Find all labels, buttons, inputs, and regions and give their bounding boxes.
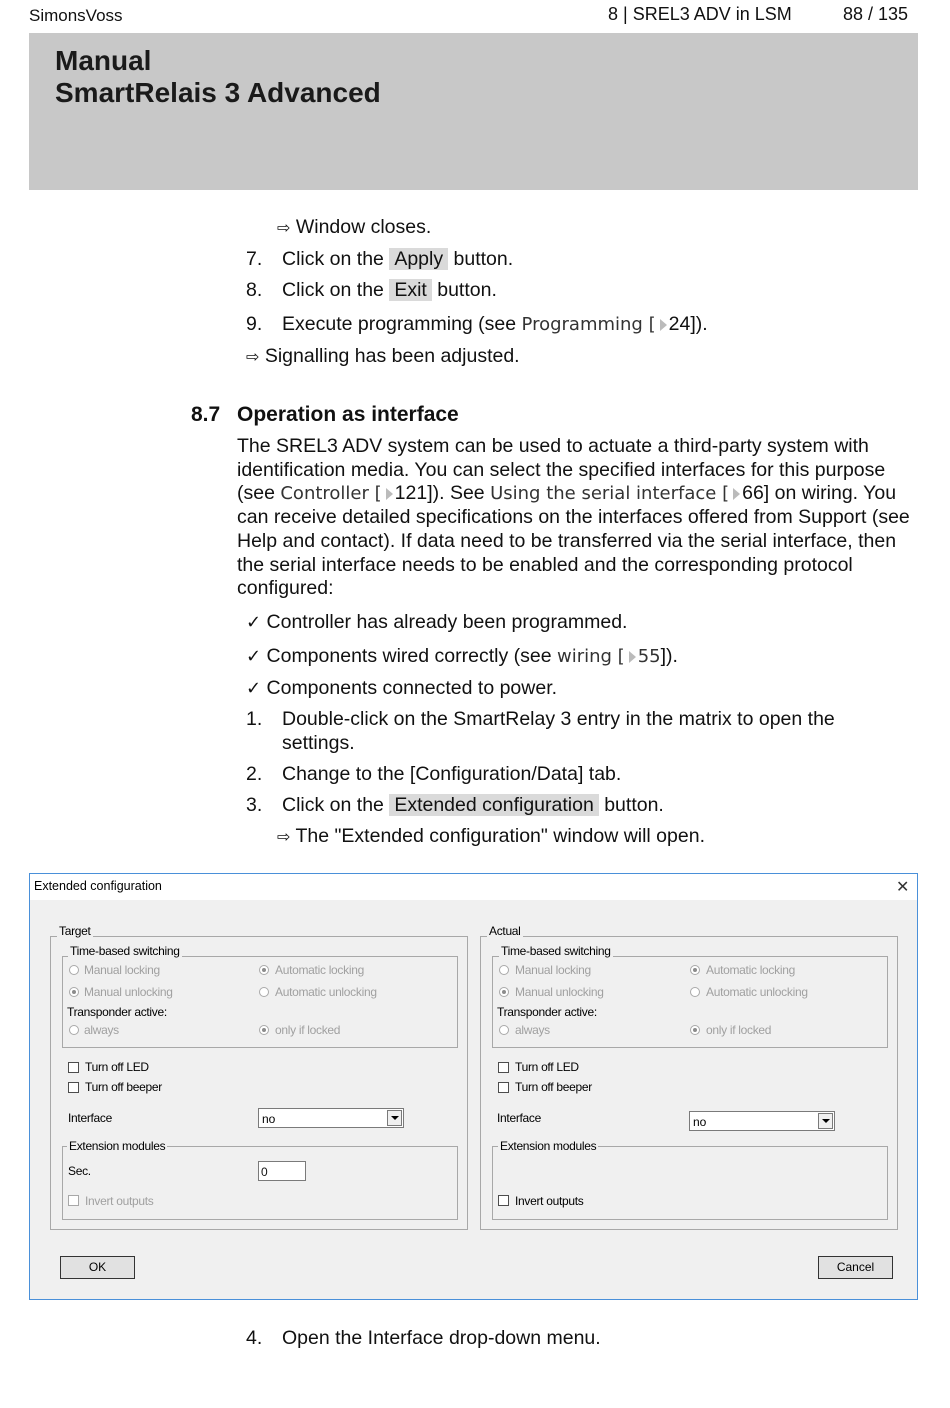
actual-interface-value: no (693, 1115, 707, 1129)
brand-name: SimonsVoss (29, 6, 123, 25)
programming-link[interactable]: Programming (521, 314, 643, 335)
result-text: Window closes. (295, 216, 432, 238)
page-triangle-icon (629, 651, 636, 663)
target-only-if-locked-label: only if locked (275, 1023, 341, 1037)
actual-manual-unlocking-radio[interactable] (499, 987, 509, 997)
actual-group-title: Actual (489, 924, 521, 938)
actual-only-if-locked-label: only if locked (706, 1023, 772, 1037)
serial-interface-link[interactable]: Using the serial interface (490, 483, 717, 505)
target-interface-select[interactable] (258, 1108, 404, 1128)
result-window-closes (277, 215, 431, 240)
step-8: Click on the Exit button. (282, 279, 497, 301)
result-text: Signalling has been adjusted. (264, 345, 520, 367)
actual-timebased-title: Time-based switching (501, 944, 611, 958)
step-number: 7. (246, 248, 263, 270)
precondition-2: ✓ Components wired correctly (see wiring [ 55]). (246, 645, 678, 667)
result-window-opens: ⇨ The "Extended configuration" window will open. (277, 825, 705, 847)
actual-automatic-locking-radio[interactable] (690, 965, 700, 975)
actual-manual-locking-radio[interactable] (499, 965, 509, 975)
actual-only-if-locked-radio[interactable] (690, 1025, 700, 1035)
chevron-down-icon[interactable] (387, 1110, 402, 1126)
step-2: Change to the [Configuration/Data] tab. (282, 763, 622, 785)
actual-always-radio[interactable] (499, 1025, 509, 1035)
result-arrow-icon: ⇨ (277, 218, 291, 237)
actual-automatic-locking-label: Automatic locking (706, 963, 795, 977)
section-number: 8.7 (191, 403, 221, 426)
target-interface-label: Interface (68, 1111, 112, 1125)
actual-turn-off-led-label: Turn off LED (515, 1060, 579, 1074)
actual-extension-group (492, 1146, 888, 1220)
page-triangle-icon (660, 319, 667, 331)
target-extension-title: Extension modules (69, 1139, 166, 1153)
step-number: 1. (246, 708, 263, 730)
actual-manual-locking-label: Manual locking (515, 963, 591, 977)
step-number: 2. (246, 763, 263, 785)
actual-invert-outputs-checkbox[interactable] (498, 1195, 509, 1206)
target-sec-input[interactable] (258, 1161, 306, 1181)
checkmark-icon: ✓ (246, 612, 262, 633)
chevron-down-icon[interactable] (818, 1113, 833, 1129)
actual-turn-off-led-checkbox[interactable] (498, 1062, 509, 1073)
target-turn-off-beeper-label: Turn off beeper (85, 1080, 162, 1094)
step-number: 3. (246, 794, 263, 816)
dialog-title: Extended configuration (34, 879, 162, 893)
target-turn-off-beeper-checkbox[interactable] (68, 1082, 79, 1093)
checkmark-icon: ✓ (246, 678, 262, 699)
checkmark-icon: ✓ (246, 646, 262, 667)
actual-always-label: always (515, 1023, 550, 1037)
target-manual-unlocking-label: Manual unlocking (84, 985, 173, 999)
precondition-1: ✓ Controller has already been programmed. (246, 611, 628, 633)
actual-interface-label: Interface (497, 1111, 541, 1125)
actual-manual-unlocking-label: Manual unlocking (515, 985, 604, 999)
precondition-3: ✓ Components connected to power. (246, 677, 558, 699)
target-turn-off-led-label: Turn off LED (85, 1060, 149, 1074)
dialog-titlebar (30, 874, 917, 900)
exit-button-reference: Exit (389, 279, 432, 301)
step-1: Double-click on the SmartRelay 3 entry in the matrix to open the settings. (282, 708, 835, 754)
actual-turn-off-beeper-checkbox[interactable] (498, 1082, 509, 1093)
page-triangle-icon (733, 488, 740, 500)
target-turn-off-led-checkbox[interactable] (68, 1062, 79, 1073)
target-manual-locking-radio[interactable] (69, 965, 79, 975)
target-automatic-unlocking-radio[interactable] (259, 987, 269, 997)
apply-button-reference: Apply (389, 248, 448, 270)
target-automatic-locking-label: Automatic locking (275, 963, 364, 977)
cancel-button[interactable]: Cancel (818, 1256, 893, 1279)
section-paragraph: The SREL3 ADV system can be used to actuate a third-party system with identification media. You can select the specified interfaces for this purpose (see Controller [ 121]). See Using the serial interface [ 66] on wiring. You can receive detailed specifications on the interfaces offered from Support (see Help and contact). If data need to be transferred via the serial interface, then the serial interface needs to be enabled and the corresponding protocol configured: (237, 435, 910, 600)
target-manual-locking-label: Manual locking (84, 963, 160, 977)
target-sec-value: 0 (261, 1165, 268, 1179)
target-automatic-unlocking-label: Automatic unlocking (275, 985, 377, 999)
target-invert-outputs-label: Invert outputs (85, 1194, 154, 1208)
section-title: Operation as interface (237, 403, 459, 426)
close-icon[interactable]: ✕ (896, 877, 910, 896)
target-automatic-locking-radio[interactable] (259, 965, 269, 975)
target-only-if-locked-radio[interactable] (259, 1025, 269, 1035)
actual-automatic-unlocking-label: Automatic unlocking (706, 985, 808, 999)
step-7: Click on the Apply button. (282, 248, 514, 270)
manual-title (55, 45, 381, 109)
ok-button[interactable]: OK (60, 1256, 135, 1279)
target-manual-unlocking-radio[interactable] (69, 987, 79, 997)
target-timebased-title: Time-based switching (70, 944, 180, 958)
page-triangle-icon (386, 488, 393, 500)
step-4: Open the Interface drop-down menu. (282, 1327, 601, 1349)
actual-turn-off-beeper-label: Turn off beeper (515, 1080, 592, 1094)
actual-interface-select[interactable] (689, 1111, 835, 1131)
actual-invert-outputs-label: Invert outputs (515, 1194, 584, 1208)
step-3: Click on the Extended configuration button. (282, 794, 664, 816)
result-arrow-icon: ⇨ (246, 347, 260, 366)
target-group-title: Target (59, 924, 91, 938)
controller-link[interactable]: Controller (280, 483, 369, 505)
target-transponder-active-label: Transponder active: (67, 1005, 167, 1019)
target-invert-outputs-checkbox[interactable] (68, 1195, 79, 1206)
target-always-radio[interactable] (69, 1025, 79, 1035)
extended-configuration-dialog (29, 873, 918, 1300)
actual-automatic-unlocking-radio[interactable] (690, 987, 700, 997)
step-number: 9. (246, 313, 263, 335)
page-number: 88 / 135 (843, 4, 909, 24)
manual-title-line2: SmartRelais 3 Advanced (55, 77, 381, 108)
target-extension-group (62, 1146, 458, 1220)
step-number: 8. (246, 279, 263, 301)
target-sec-label: Sec. (68, 1164, 91, 1178)
manual-title-line1: Manual (55, 45, 152, 76)
target-always-label: always (84, 1023, 119, 1037)
step-9: Execute programming (see Programming [ 24]). (282, 313, 708, 335)
wiring-link[interactable]: wiring (556, 646, 612, 667)
extended-configuration-button-reference: Extended configuration (389, 794, 598, 816)
result-arrow-icon: ⇨ (277, 827, 291, 846)
actual-extension-title: Extension modules (500, 1139, 597, 1153)
target-interface-value: no (262, 1112, 276, 1126)
actual-transponder-active-label: Transponder active: (497, 1005, 597, 1019)
step-number: 4. (246, 1327, 263, 1349)
result-signalling (246, 344, 520, 369)
chapter-reference: 8 | SREL3 ADV in LSM (608, 4, 792, 24)
